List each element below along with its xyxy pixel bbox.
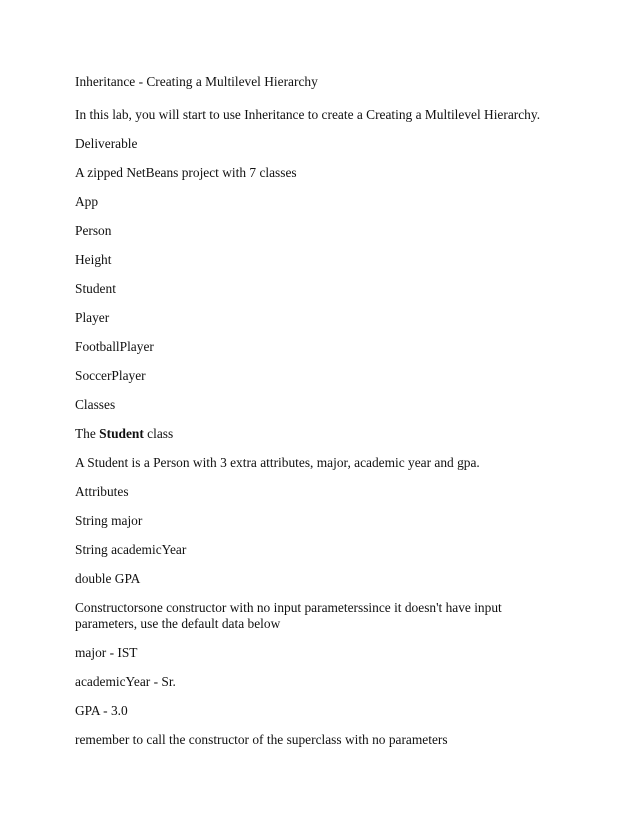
attribute-item: String major [75, 513, 143, 528]
default-item: major - IST [75, 645, 138, 660]
attribute-item: double GPA [75, 571, 141, 586]
class-list-item: Student [75, 281, 116, 296]
student-heading-prefix: The [75, 426, 100, 441]
class-list-item: Person [75, 223, 112, 238]
default-item: academicYear - Sr. [75, 674, 176, 689]
deliverable-heading: Deliverable [75, 136, 138, 151]
reminder-text: remember to call the constructor of the superclass with no parameters [75, 732, 448, 747]
attribute-item: String academicYear [75, 542, 187, 557]
intro-paragraph: In this lab, you will start to use Inheritance to create a Creating a Multilevel Hierarchy. [75, 107, 541, 122]
class-list-item: Height [75, 252, 112, 267]
student-class-heading [75, 426, 565, 442]
class-list-item: App [75, 194, 99, 209]
student-heading-suffix: class [143, 426, 174, 441]
class-list-item: FootballPlayer [75, 339, 154, 354]
deliverable-text: A zipped NetBeans project with 7 classes [75, 165, 297, 180]
class-list-item: SoccerPlayer [75, 368, 146, 383]
document-title: Inheritance - Creating a Multilevel Hierarchy [75, 74, 318, 89]
default-item: GPA - 3.0 [75, 703, 128, 718]
attributes-heading: Attributes [75, 484, 129, 499]
constructors-paragraph: Constructorsone constructor with no input parameterssince it doesn't have input parameters, use the default data below [75, 600, 502, 631]
classes-heading: Classes [75, 397, 116, 412]
student-heading-bold: Student [99, 426, 144, 441]
class-list-item: Player [75, 310, 110, 325]
student-description: A Student is a Person with 3 extra attributes, major, academic year and gpa. [75, 455, 480, 470]
